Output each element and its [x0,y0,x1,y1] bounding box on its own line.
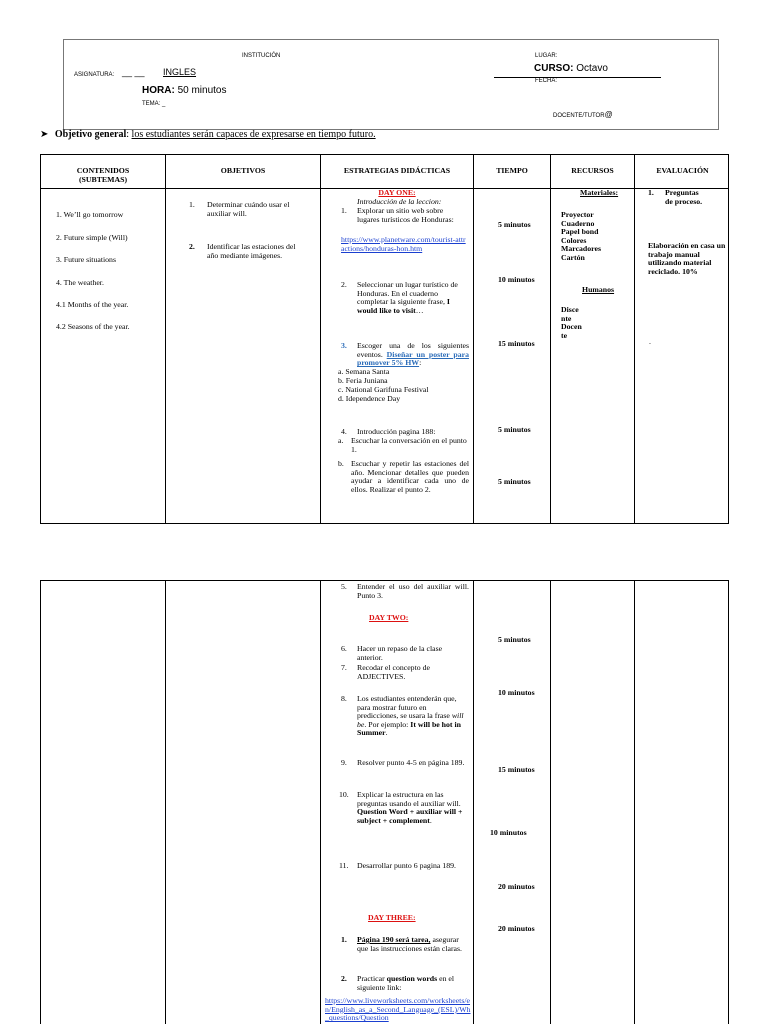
contenido-item: 4.1 Months of the year. [56,300,129,309]
header-objetivos: OBJETIVOS [220,166,266,175]
step-8-text [357,695,469,738]
day3-step-2-body2: en el siguiente link: [357,974,455,992]
eval-item-2: Elaboración en casa un trabajo manual utilizando material reciclado. 10% [648,241,726,276]
step-10-end: . [429,815,432,825]
intro-label: Introducción de la leccion: [357,197,442,206]
step-8-body: Los estudiantes entenderán que, para mostrar futuro en predicciones, se usara la frase [357,694,457,721]
event-item: a. Semana Santa [338,367,390,376]
step-3-text [357,342,469,368]
day3-step-2-text [357,975,469,992]
event-item: b. Feria Juniana [338,376,388,385]
header-evaluacion: EVALUACIÓN [656,166,709,175]
hora-value: 50 minutos [177,85,227,96]
step-2-dots: … [415,305,424,315]
header-contenidos: CONTENIDOS (SUBTEMAS) [76,166,130,184]
step-number: 11. [339,861,349,870]
step-10-body: Explicar la estructura en las preguntas usando el auxiliar will. [357,790,461,808]
planetware-link[interactable]: https://www.planetware.com/tourist-attractions/honduras-hon.htm [341,235,466,253]
time-value: 10 minutos [498,688,535,697]
step-number: 2. [341,280,347,289]
day3-step-1-body: asegurar que las instrucciones están claras. [357,935,463,953]
humano-item: nte [561,313,572,323]
step-number: 9. [341,758,347,767]
step-number: 10. [339,790,349,799]
step-number: 1. [341,935,347,944]
step-4b-text: Escuchar y repetir las estaciones del año. Mencionar detalles que pueden ayudar a identificar cada uno de ellos. Realizar el punto 2. [351,459,469,494]
objective-line [40,129,376,140]
header-box [63,39,719,130]
step-10-structure: Question Word + auxiliar will + subject + complement [357,807,463,825]
time-value: 5 minutos [498,220,531,229]
header-tiempo: TIEMPO [496,166,528,175]
asignatura-blanks: __ __ [122,67,145,77]
docente-field [553,110,613,119]
step-11-text: Desarrollar punto 6 pagina 189. [357,861,456,870]
step-8-phrase: will be [357,711,464,729]
time-value: 20 minutos [498,882,535,891]
step-3-colon: : [419,358,422,368]
eval-item-1: Preguntas de proceso. [665,188,703,206]
step-4a-text: Escuchar la conversación en el punto 1. [351,436,467,454]
objetivo-text: Determinar cuándo usar el auxiliar will. [207,200,290,218]
step-8-example: It will be hot in Summer [357,719,461,738]
curso-field [534,63,608,74]
time-value: 15 minutos [498,765,535,774]
humanos-list [561,306,582,340]
time-value: 15 minutos [498,339,535,348]
step-9-text: Resolver punto 4-5 en página 189. [357,758,465,767]
material-item: Proyector [561,210,594,219]
step-8-body2: . Por ejemplo: [364,719,409,729]
step-4-text: Introducción pagina 188: [357,427,436,436]
contenido-item: 4. The weather. [56,278,104,287]
step-number: 1. [341,206,347,215]
humano-item: Docen [561,322,582,332]
material-item: Colores [561,235,587,245]
day3-step-1-text [357,936,469,953]
material-item: Cartón [561,252,585,262]
step-2-phrase: I would like to visit [357,297,450,315]
bullet-icon: ➤ [40,129,49,140]
contenido-item: 4.2 Seasons of the year. [56,322,130,331]
contenido-item: 3. Future situations [56,255,116,264]
day-two-title: DAY TWO: [369,613,409,622]
curso-value: Octavo [576,63,608,74]
sub-letter: b. [338,459,344,468]
objective-text: los estudiantes serán capaces de expresarse en tiempo futuro. [131,129,376,140]
lesson-table-2 [40,580,729,1024]
time-value: 5 minutos [498,477,531,486]
time-value: 5 minutos [498,635,531,644]
contenido-item: 2. Future simple (Will) [56,233,128,242]
step-number: 6. [341,644,347,653]
objetivo-text: Identificar las estaciones del año mediante imágenes. [207,242,296,260]
step-10-text [357,791,469,825]
materiales-label: Materiales: [580,188,619,197]
step-number: 5. [341,582,347,591]
header-recursos: RECURSOS [571,166,614,175]
event-item: c. National Garifuna Festival [338,385,429,394]
step-3-poster-task: Diseñar un poster para promover 5% HW [357,349,470,368]
fecha-label: FECHA: [535,78,558,84]
day-three-title: DAY THREE: [368,913,416,922]
objetivo-number: 1. [189,200,195,209]
tema-label: TEMA: [142,101,161,107]
step-5-text: Entender el uso del auxiliar will. Punto 3. [357,582,469,600]
step-number: 8. [341,694,347,703]
curso-label: CURSO: [534,63,574,74]
step-1-text: Explorar un sitio web sobre lugares turísticos de Honduras: [357,206,454,224]
objective-label: Objetivo general [54,129,127,140]
tema-field [142,101,165,107]
sub-letter: a. [338,436,344,445]
time-value: 5 minutos [498,425,531,434]
lugar-label: LUGAR: [535,53,558,59]
step-number: 2. [341,974,347,983]
hora-label: HORA: [142,85,175,96]
lesson-table-1 [40,154,729,524]
material-item: Marcadores [561,244,601,254]
humano-item: te [561,330,568,340]
step-3-body: Escoger una de los siguientes eventos. [357,341,469,359]
material-item: Cuaderno [561,218,595,228]
time-value: 10 minutos [498,275,535,284]
header-estrategias: ESTRATEGIAS DIDÁCTICAS [343,166,451,175]
day3-step-1-title: Página 190 será tarea, [357,935,431,944]
eval-number: 1. [648,188,654,197]
eval-dot: . [649,337,651,346]
step-2-body: Seleccionar un lugar turístico de Honduras. En el cuaderno completar la siguiente frase, [357,280,458,307]
docente-suffix: @ [604,110,613,119]
asignatura-label: ASIGNATURA: [74,72,115,78]
step-number: 4. [341,427,347,436]
step-7-text: Recodar el concepto de ADJECTIVES. [357,663,430,681]
humanos-label: Humanos [582,285,615,294]
day-one-title: DAY ONE: [378,188,416,197]
docente-label: DOCENTE/TUTOR [553,113,605,119]
curso-underline [494,77,661,78]
objective-colon: : [126,129,130,140]
objetivo-number: 2. [189,242,195,251]
material-item: Papel bond [561,227,599,237]
step-2-text [357,281,469,315]
liveworksheets-link[interactable]: https://www.liveworksheets.com/worksheets/en/English_as_a_Second_Language_(ESL)/Wh_questions/Question [325,996,471,1023]
institucion-label: INSTITUCIÓN [242,53,281,59]
hora-field [142,85,226,96]
time-value: 10 minutos [490,828,527,837]
step-6-text: Hacer un repaso de la clase anterior. [357,644,443,662]
contenido-item: 1. We’ll go tomorrow [56,210,124,219]
tema-blank: _ [162,101,166,107]
materiales-list [561,211,601,263]
step-8-end: . [385,728,388,738]
step-number: 7. [341,663,347,672]
event-item: d. Idependence Day [338,394,401,403]
asignatura-value: INGLES [163,67,197,77]
step-number: 3. [341,341,347,350]
humano-item: Disce [561,305,579,314]
day3-step-2-body: Practicar [357,974,385,983]
time-value: 20 minutos [498,924,535,933]
day3-step-2-keyword: question words [386,974,438,983]
